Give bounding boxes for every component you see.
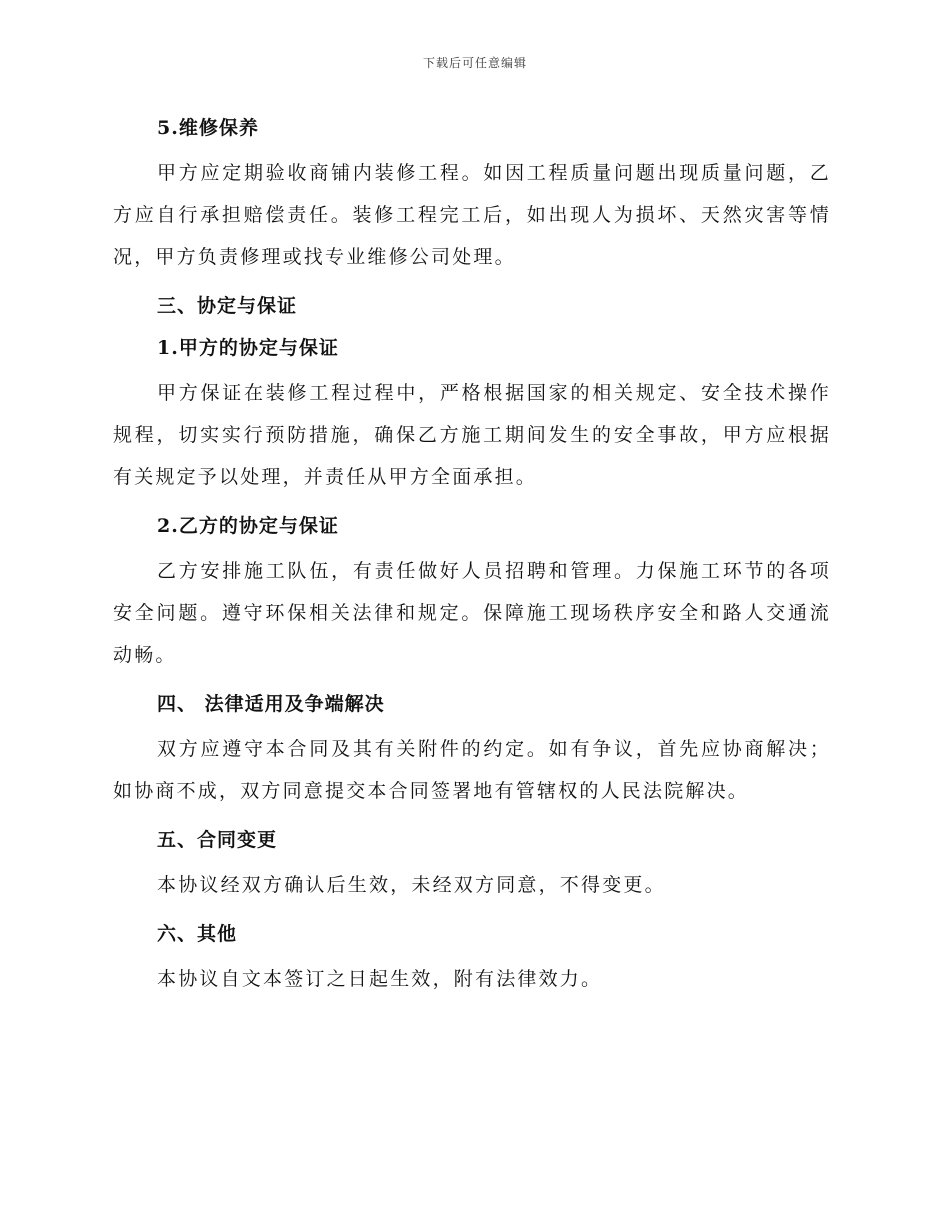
section-heading-law: 四、 法律适用及争端解决 [157,693,385,715]
section-heading-party-a: 1.甲方的协定与保证 [157,337,339,359]
section-paragraph-maintenance: 甲方应定期验收商铺内装修工程。如因工程质量问题出现质量问题，乙方应自行承担赔偿责任。装修工程完工后，如出现人为损坏、天然灾害等情况，甲方负责修理或找专业维修公司处理。 [113,162,831,268]
section-paragraph-other: 本协议自文本签订之日起生效，附有法律效力。 [157,968,603,990]
section-paragraph-party-a: 甲方保证在装修工程过程中，严格根据国家的相关规定、安全技术操作规程，切实实行预防措施，确保乙方施工期间发生的安全事故，甲方应根据有关规定予以处理，并责任从甲方全面承担。 [113,382,831,488]
section-paragraph-law: 双方应遵守本合同及其有关附件的约定。如有争议，首先应协商解决；如协商不成，双方同意提交本合同签署地有管辖权的人民法院解决。 [113,738,831,802]
section-paragraph-party-b: 乙方安排施工队伍，有责任做好人员招聘和管理。力保施工环节的各项安全问题。遵守环保相关法律和规定。保障施工现场秩序安全和路人交通流动畅。 [113,560,831,666]
section-heading-agreements: 三、协定与保证 [157,295,298,317]
section-heading-party-b: 2.乙方的协定与保证 [157,515,339,537]
document-body [113,110,831,1000]
section-heading-other: 六、其他 [157,923,238,945]
section-heading-maintenance: 5.维修保养 [157,117,259,139]
section-heading-changes: 五、合同变更 [157,829,278,851]
page-header-note: 下载后可任意编辑 [422,56,527,70]
section-paragraph-changes: 本协议经双方确认后生效，未经双方同意，不得变更。 [157,874,666,896]
